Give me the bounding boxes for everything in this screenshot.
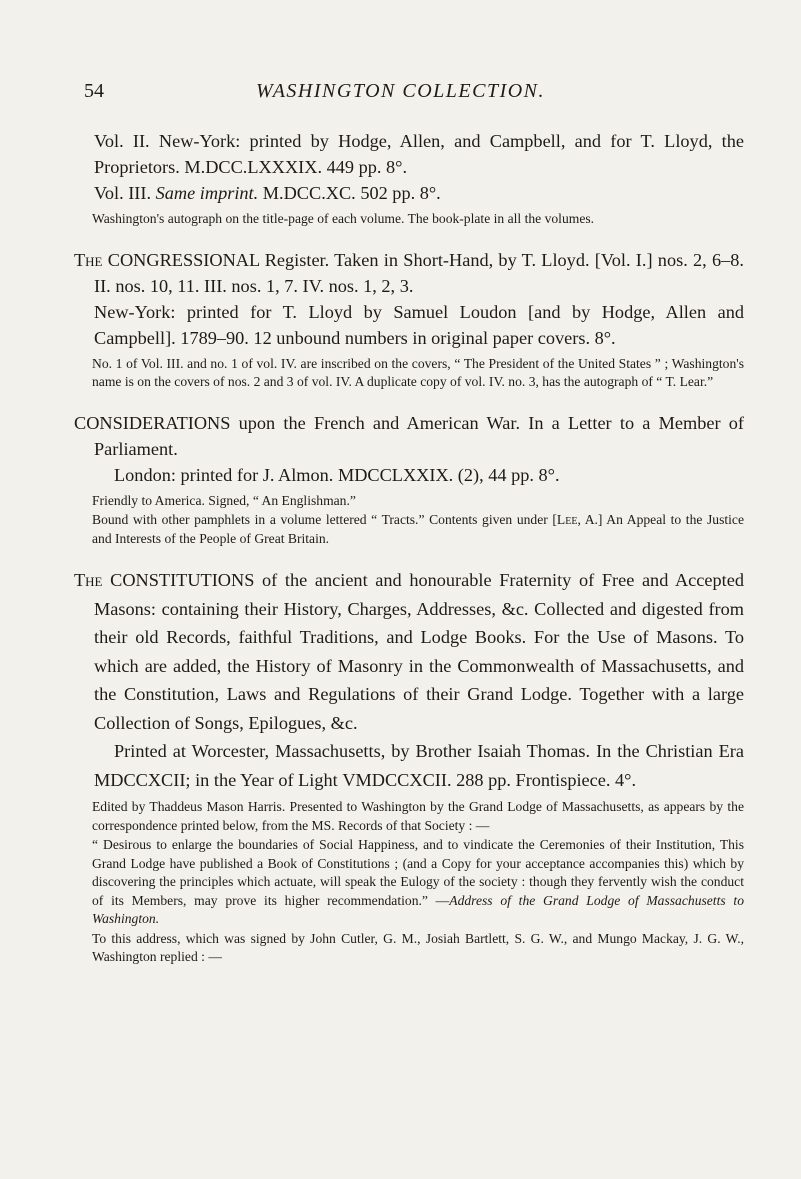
entry-constitutions-quote: “ Desirous to enlarge the boundaries of Social Happiness, and to vindicate the Ceremonies of their Institution, This Grand Lodge have published a Book of Constitutions ; (and a Copy for your acceptance accompanies this) which by discovering the principles which actuate, will speak the Eulogy of the society : though they fervently wish the conduct of its Members, may prove its higher recommendation.” —Address of the Grand Lodge of Massachusetts to Washington. bbox=[92, 837, 744, 926]
entry-considerations-imprint: London: printed for J. Almon. MDCCLXXIX. (2), 44 pp. 8°. bbox=[114, 464, 560, 485]
entry-vol2-note: Washington's autograph on the title-page of each volume. The book-plate in all the volumes. bbox=[92, 211, 595, 226]
entry-congressional bbox=[74, 247, 744, 392]
entry-considerations-note1: Friendly to America. Signed, “ An Englishman.” bbox=[92, 492, 356, 508]
entry-constitutions-imprint: Printed at Worcester, Massachusetts, by Brother Isaiah Thomas. In the Christian Era MDCCXCII; in the Year of Light VMDCCXCII. 288 pp. Frontispiece. 4°. bbox=[94, 741, 744, 790]
page-number: 54 bbox=[84, 80, 104, 102]
entry-constitutions-title: The CONSTITUTIONS of the ancient and honourable Fraternity of Free and Accepted Masons: containing their History, Charges, Addresses, &c. Collected and digested from their old Records, faithful Traditions, and Lodge Books. For the Use of Masons. To which are added, the History of Masonry in the Commonwealth of Massachusetts, and the Constitution, Laws and Regulations of their Grand Lodge. Together with a large Collection of Songs, Epilogues, &c. bbox=[74, 570, 744, 733]
entry-congressional-note: No. 1 of Vol. III. and no. 1 of vol. IV. are inscribed on the covers, “ The President of the United States ” ; Washington's name is on the covers of nos. 2 and 3 of vol. IV. A duplicate copy of vol. IV. no. 3, has the autograph of “ T. Lear.” bbox=[92, 355, 744, 389]
entry-vol3-line: Vol. III. Same imprint. M.DCC.XC. 502 pp. 8°. bbox=[94, 183, 441, 203]
page-header bbox=[64, 80, 737, 110]
entry-congressional-title: The CONGRESSIONAL Register. Taken in Short-Hand, by T. Lloyd. [Vol. I.] nos. 2, 6–8. II. nos. 10, 11. III. nos. 1, 7. IV. nos. 1, 2, 3. bbox=[74, 249, 745, 296]
entry-constitutions bbox=[74, 566, 744, 967]
entry-considerations-note2: Bound with other pamphlets in a volume lettered “ Tracts.” Contents given under [Lee, A.] An Appeal to the Justice and Interests of the People of Great Britain. bbox=[92, 512, 745, 546]
entry-constitutions-note3: To this address, which was signed by John Cutler, G. M., Josiah Bartlett, S. G. W., and Mungo Mackay, J. G. W., Washington replied : — bbox=[92, 930, 744, 964]
entry-vol2 bbox=[94, 128, 744, 229]
entry-congressional-imprint: New-York: printed for T. Lloyd by Samuel Loudon [and by Hodge, Allen and Campbell]. 1789–90. 12 unbound numbers in original paper covers. 8°. bbox=[94, 301, 744, 348]
catalog-content bbox=[74, 128, 745, 985]
running-title: WASHINGTON COLLECTION. bbox=[255, 80, 546, 102]
entry-considerations-title: CONSIDERATIONS upon the French and American War. In a Letter to a Member of Parliament. bbox=[74, 412, 744, 459]
entry-considerations bbox=[74, 410, 744, 549]
entry-vol2-line1: Vol. II. New-York: printed by Hodge, Allen, and Campbell, and for T. Lloyd, the Proprietors. M.DCC.LXXXIX. 449 pp. 8°. bbox=[94, 131, 744, 177]
entry-constitutions-note1: Edited by Thaddeus Mason Harris. Presented to Washington by the Grand Lodge of Massachusetts, as appears by the correspondence printed below, from the MS. Records of that Society : — bbox=[92, 799, 744, 833]
